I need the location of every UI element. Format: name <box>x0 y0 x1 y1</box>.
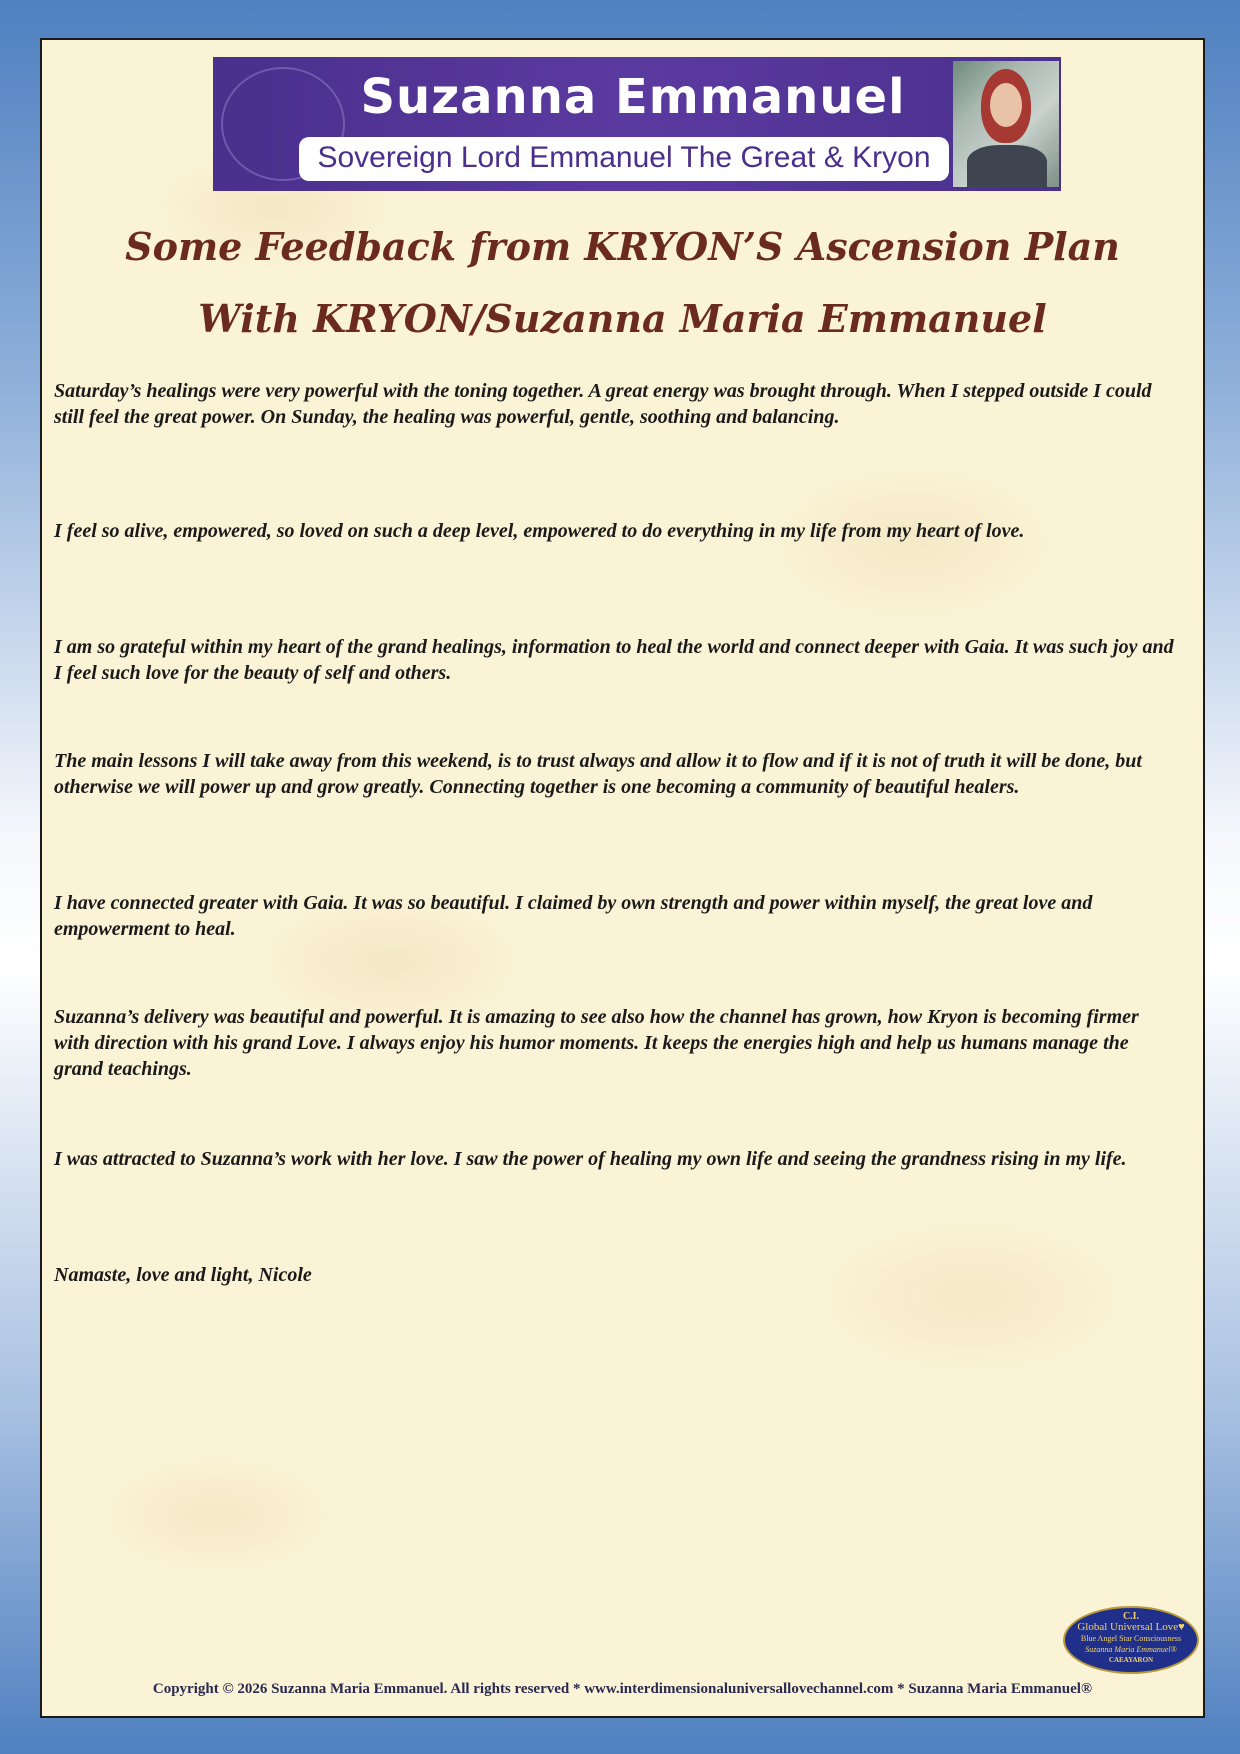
global-universal-love-logo <box>1063 1606 1199 1674</box>
feedback-paragraph: The main lessons I will take away from this weekend, is to trust always and allow it to flow and if it is not of truth it will be done, but otherwise we will power up and grow greatly. Connecting together is one becoming a community of beautiful healers. <box>54 750 1142 798</box>
logo-line: Suzanna Maria Emmanuel® <box>1085 1645 1177 1654</box>
header-banner <box>213 57 1061 191</box>
logo-line: C.I. <box>1122 1611 1140 1622</box>
feedback-paragraph: I have connected greater with Gaia. It was so beautiful. I claimed by own strength and power within myself, the great love and empowerment to heal. <box>54 892 1093 940</box>
document-page <box>40 38 1205 1718</box>
portrait-face <box>990 83 1022 127</box>
portrait-photo <box>953 61 1059 187</box>
banner-name: Suzanna Emmanuel <box>360 69 906 125</box>
signature-line: Namaste, love and light, Nicole <box>54 1264 312 1286</box>
portrait-body <box>967 145 1047 187</box>
page-title-line-1: Some Feedback from KRYON’S Ascension Plan <box>125 224 1120 269</box>
feedback-paragraph: I feel so alive, empowered, so loved on such a deep level, empowered to do everything in my life from my heart of love. <box>54 520 1025 542</box>
banner-subtitle: Sovereign Lord Emmanuel The Great & Kryon <box>317 141 931 174</box>
feedback-paragraph: I was attracted to Suzanna’s work with her love. I saw the power of healing my own life and seeing the grandness rising in my life. <box>54 1148 1127 1170</box>
feedback-paragraph: Saturday’s healings were very powerful with the toning together. A great energy was brought through. When I stepped outside I could still feel the great power. On Sunday, the healing was powerful, gentle, soothing and balancing. <box>54 380 1152 428</box>
logo-line: Blue Angel Star Consciousness <box>1080 1634 1182 1643</box>
banner-subtitle-box <box>299 137 949 181</box>
logo-line: CAEAYARON <box>1108 1656 1154 1664</box>
feedback-paragraph: I am so grateful within my heart of the grand healings, information to heal the world and connect deeper with Gaia. It was such joy and I feel such love for the beauty of self and others. <box>54 636 1174 684</box>
copyright-footer: Copyright © 2026 Suzanna Maria Emmanuel. All rights reserved * www.interdimensionaluniversallovechannel.com * Suzanna Maria Emmanuel® <box>152 1681 1093 1697</box>
page-title-line-2: With KRYON/Suzanna Maria Emmanuel <box>198 296 1047 341</box>
logo-line: Global Universal Love♥ <box>1077 1621 1185 1633</box>
feedback-paragraph: Suzanna’s delivery was beautiful and powerful. It is amazing to see also how the channel has grown, how Kryon is becoming firmer with direction with his grand Love. I always enjoy his humor moments. It keeps the energies high and help us humans manage the grand teachings. <box>54 1006 1139 1080</box>
